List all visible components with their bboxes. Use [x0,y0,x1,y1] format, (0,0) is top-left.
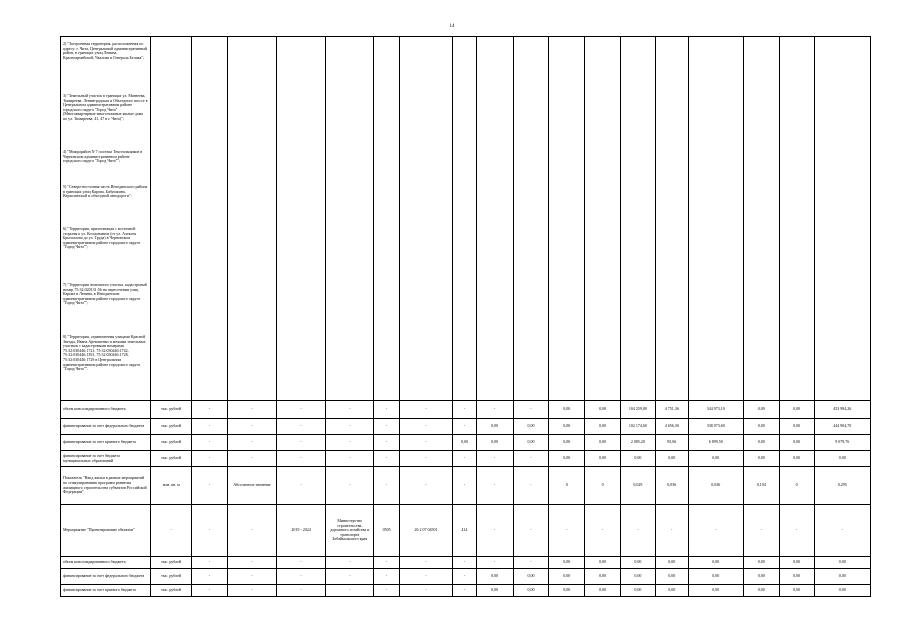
table-row [61,435,871,451]
page-number: 14 [449,24,455,29]
table-cell: - [374,585,400,597]
table-cell: 0,00 [743,401,779,419]
table-cell: - [227,419,276,435]
table-cell: 104 259,80 [621,401,656,419]
row-label-cell: финансирование за счет краевого бюджета [61,435,151,451]
table-cell [513,37,549,401]
table-cell: 0,00 [779,419,814,435]
table-cell: - [326,435,374,451]
row-label-cell: объем консолидированного бюджета [61,401,151,419]
table-cell: - [399,557,452,569]
table-cell: - [374,569,400,585]
table-cell: 0,036 [688,467,743,505]
table-cell: - [513,505,549,557]
table-cell: 0,036 [655,467,688,505]
table-cell: 0,00 [779,435,814,451]
table-cell: 0,00 [621,451,656,467]
budget-table [60,36,871,597]
table-cell: 0,00 [513,419,549,435]
table-row [61,505,871,557]
table-cell: тыс. рублей [151,451,192,467]
table-cell: 4 656,30 [655,419,688,435]
table-cell: Министерство строительства, дорожного хозяйства и транспорта Забайкальского края [326,505,374,557]
table-cell [326,37,374,401]
table-cell: - [453,401,477,419]
table-row [61,401,871,419]
table-cell: тыс. рублей [151,435,192,451]
table-cell: 0,00 [585,451,621,467]
table-cell: 9 079,76 [814,435,870,451]
table-cell: - [513,467,549,505]
table-cell: - [399,435,452,451]
table-cell: 0,00 [743,451,779,467]
table-cell [779,37,814,401]
table-cell: 6 899,50 [688,435,743,451]
table-cell: 0,00 [743,435,779,451]
table-cell: - [476,505,513,557]
table-cell [227,37,276,401]
table-cell: - [374,435,400,451]
table-cell: 0,029 [621,467,656,505]
table-cell: - [326,419,374,435]
table-cell: 0,00 [476,435,513,451]
table-cell: - [277,569,326,585]
table-cell: - [326,451,374,467]
table-cell: - [374,419,400,435]
table-cell: 26 2 07 04501 [399,505,452,557]
table-cell: - [399,419,452,435]
table-row [61,569,871,585]
area-paragraph: 5) "Северо-восточная часть Ингодинского района в границах улиц Карова, Бабушкина, Верхолинской и объездной автодороги"; [63,184,148,199]
table-cell: 0505 [374,505,400,557]
area-paragraph: 8) "Территория, ограниченная улицами Красной Звезды, Ивана Артюшенко и межами земельных участков с кадастровыми номерами 75:32:030446:1721, 75:32:030446:1742, 75:32:030446:1391, 75:32:030446:1728, 75:32:030446:1729 в Центральном административном районе городского округа "Город Чита"". [63,334,146,372]
table-row [61,557,871,569]
table-cell: - [513,401,549,419]
table-row-areas-list [61,37,871,401]
table-cell: - [192,557,228,569]
table-cell: - [399,451,452,467]
table-cell: - [453,585,477,597]
table-cell: 0,00 [655,569,688,585]
row-label-cell: объем консолидированного бюджета [61,557,151,569]
table-cell: - [476,467,513,505]
table-cell: тыс. рублей [151,557,192,569]
table-cell: 0,00 [549,435,585,451]
table-cell: - [399,585,452,597]
table-cell: 0,00 [688,557,743,569]
table-cell [453,37,477,401]
table-cell: - [192,569,228,585]
table-cell: 0,00 [513,435,549,451]
table-cell: - [192,435,228,451]
table-cell: - [453,419,477,435]
table-cell: тыс. рублей [151,419,192,435]
table-cell [688,37,743,401]
table-cell: 0,00 [513,569,549,585]
table-cell: - [277,435,326,451]
table-cell [374,37,400,401]
table-cell: 0,00 [621,569,656,585]
table-cell: - [277,585,326,597]
table-cell: - [192,585,228,597]
table-cell: - [192,505,228,557]
table-cell: млн. кв. м [151,467,192,505]
table-cell: 0,00 [585,585,621,597]
table-cell: 0,00 [621,557,656,569]
table-cell: 0,194 [743,467,779,505]
table-cell: - [453,451,477,467]
table-cell: тыс. рублей [151,585,192,597]
table-cell: 0,00 [655,557,688,569]
table-cell: - [621,505,656,557]
table-cell: 0,00 [688,569,743,585]
table-cell: 0,00 [779,451,814,467]
table-cell: - [277,467,326,505]
table-cell: - [655,505,688,557]
table-cell [585,37,621,401]
table-cell: 453 984,26 [814,401,870,419]
table-cell: - [476,557,513,569]
table-cell: 344 973,10 [688,401,743,419]
row-label-cell: Мероприятие "Проектирование объектов" [61,505,151,557]
table-cell: - [227,557,276,569]
table-cell: - [374,557,400,569]
table-cell: - [227,435,276,451]
table-cell: - [513,557,549,569]
table-cell: 338 073,60 [688,419,743,435]
table-row [61,467,871,505]
table-cell [743,37,779,401]
table-cell: 0,00 [549,419,585,435]
table-cell: - [743,505,779,557]
table-cell: 0 [779,467,814,505]
area-paragraph: 4) "Микрорайон N 7 поселка Текстильщиков в Черновском административном районе городского округа "Город Чита""; [63,149,143,164]
table-row [61,419,871,435]
table-row [61,451,871,467]
table-cell: - [192,419,228,435]
table-cell: - [277,451,326,467]
table-cell [814,37,870,401]
table-cell: 102 174,60 [621,419,656,435]
table-cell: - [453,557,477,569]
table-cell: 0,00 [743,585,779,597]
table-cell: - [326,467,374,505]
table-cell: тыс. рублей [151,401,192,419]
table-cell: 0,00 [549,451,585,467]
table-cell: - [192,467,228,505]
table-cell: 0,00 [476,585,513,597]
row-label-cell: финансирование за счет краевого бюджета [61,585,151,597]
table-cell: 2 085,20 [621,435,656,451]
areas-list-cell [61,37,151,401]
table-cell: 0,00 [779,401,814,419]
table-cell: 0,00 [743,569,779,585]
table-cell: 0,00 [779,569,814,585]
table-cell: 0,00 [585,557,621,569]
table-cell: 0,00 [513,585,549,597]
table-cell: - [453,569,477,585]
table-cell: 0,00 [585,401,621,419]
table-cell: - [277,401,326,419]
table-cell: 95,06 [655,435,688,451]
table-cell: 0,00 [453,435,477,451]
table-cell: 0,00 [476,569,513,585]
table-cell: - [192,451,228,467]
table-cell: 0,00 [476,419,513,435]
table-cell: тыс. рублей [151,569,192,585]
table-cell: - [192,401,228,419]
table-cell [399,37,452,401]
table-cell: - [277,419,326,435]
table-row [61,585,871,597]
table-cell: - [476,401,513,419]
table-cell: 0,00 [655,585,688,597]
table-cell [549,37,585,401]
table-cell: 0,00 [585,435,621,451]
table-cell [476,37,513,401]
row-label-cell: Показатель "Ввод жилья в рамках мероприятий по стимулированию программ развития жилищного строительства субъектов Российской Федерации" [61,467,151,505]
area-paragraph: 6) "Территория, прилегающая с восточной стороны к ул. Космонавтов (от ул. Алексея Брызгалова до ул. Труда) в Черновском административном районе городского округа "Город Чита""; [63,226,141,250]
table-cell: 0,00 [814,557,870,569]
table-cell: 0,00 [549,401,585,419]
table-cell: 0,00 [585,419,621,435]
table-cell: - [814,505,870,557]
table-cell: - [277,557,326,569]
table-cell: - [374,467,400,505]
table-cell: 0,00 [549,569,585,585]
table-cell: - [374,401,400,419]
table-cell: - [326,557,374,569]
table-cell: - [399,467,452,505]
row-label-cell: финансирование за счет бюджета муниципальных образований [61,451,151,467]
table-cell [655,37,688,401]
table-cell: - [374,451,400,467]
table-cell: 0,295 [814,467,870,505]
table-cell: - [779,505,814,557]
table-cell: 0,00 [585,569,621,585]
area-paragraph: 2) "Застроенная территория, расположенная по адресу: г. Чита, Центральный административный район, в границах улиц Ленина, Красноармейской, Чкалова и Генерала Белика"; [63,41,147,60]
table-cell [192,37,228,401]
table-cell [621,37,656,401]
table-cell [277,37,326,401]
table-cell: - [326,585,374,597]
table-cell [151,37,192,401]
table-cell: - [453,467,477,505]
table-cell: - [585,505,621,557]
table-cell: Абсолютное значение [227,467,276,505]
table-cell: 0,00 [688,585,743,597]
table-cell: - [688,505,743,557]
table-cell: - [227,585,276,597]
row-label-cell: финансирование за счет федерального бюджета [61,419,151,435]
table-cell: 0,00 [549,557,585,569]
table-cell: - [476,451,513,467]
table-cell: 0,00 [814,451,870,467]
table-cell: 0,00 [549,585,585,597]
table-cell: - [399,569,452,585]
table-cell: - [227,569,276,585]
table-cell: 0,00 [779,557,814,569]
table-cell: 0,00 [655,451,688,467]
table-cell: 2019 - 2024 [277,505,326,557]
table-cell: - [326,401,374,419]
area-paragraph: 7) "Территория земельного участка, кадастровый номер 75:32:020131:56 на пересечении улиц Карова и Ленина, в Ингодинском административном районе городского округа "Город Чита""; [63,282,147,306]
table-cell: - [227,401,276,419]
table-cell: 414 [453,505,477,557]
table-cell: 444 904,70 [814,419,870,435]
table-cell: 0,00 [743,419,779,435]
table-cell: 0,00 [814,585,870,597]
table-cell: 0 [549,467,585,505]
table-cell: - [549,505,585,557]
table-cell: - [227,451,276,467]
table-cell: - [227,505,276,557]
table-cell: 4 751,36 [655,401,688,419]
table-cell: - [399,401,452,419]
table-cell: - [513,451,549,467]
table-cell: 0,00 [814,569,870,585]
table-cell: 0,00 [688,451,743,467]
table-cell: - [326,569,374,585]
table-cell: 0,00 [779,585,814,597]
table-cell: - [151,505,192,557]
table-cell: 0,00 [743,557,779,569]
table-cell: 0,00 [621,585,656,597]
area-paragraph: 3) "Земельный участок в границах ул. Матвеева, Тимиреева, Ленинградская и Объездного шоссе в Центральном административном районе городского округа "Город Чита" (Многоквартирные многоэтажные жилые дома по ул. Тимиреева, 41, 47 в г. Чита)"; [63,93,148,121]
table-cell: 0 [585,467,621,505]
row-label-cell: финансирование за счет федерального бюджета [61,569,151,585]
